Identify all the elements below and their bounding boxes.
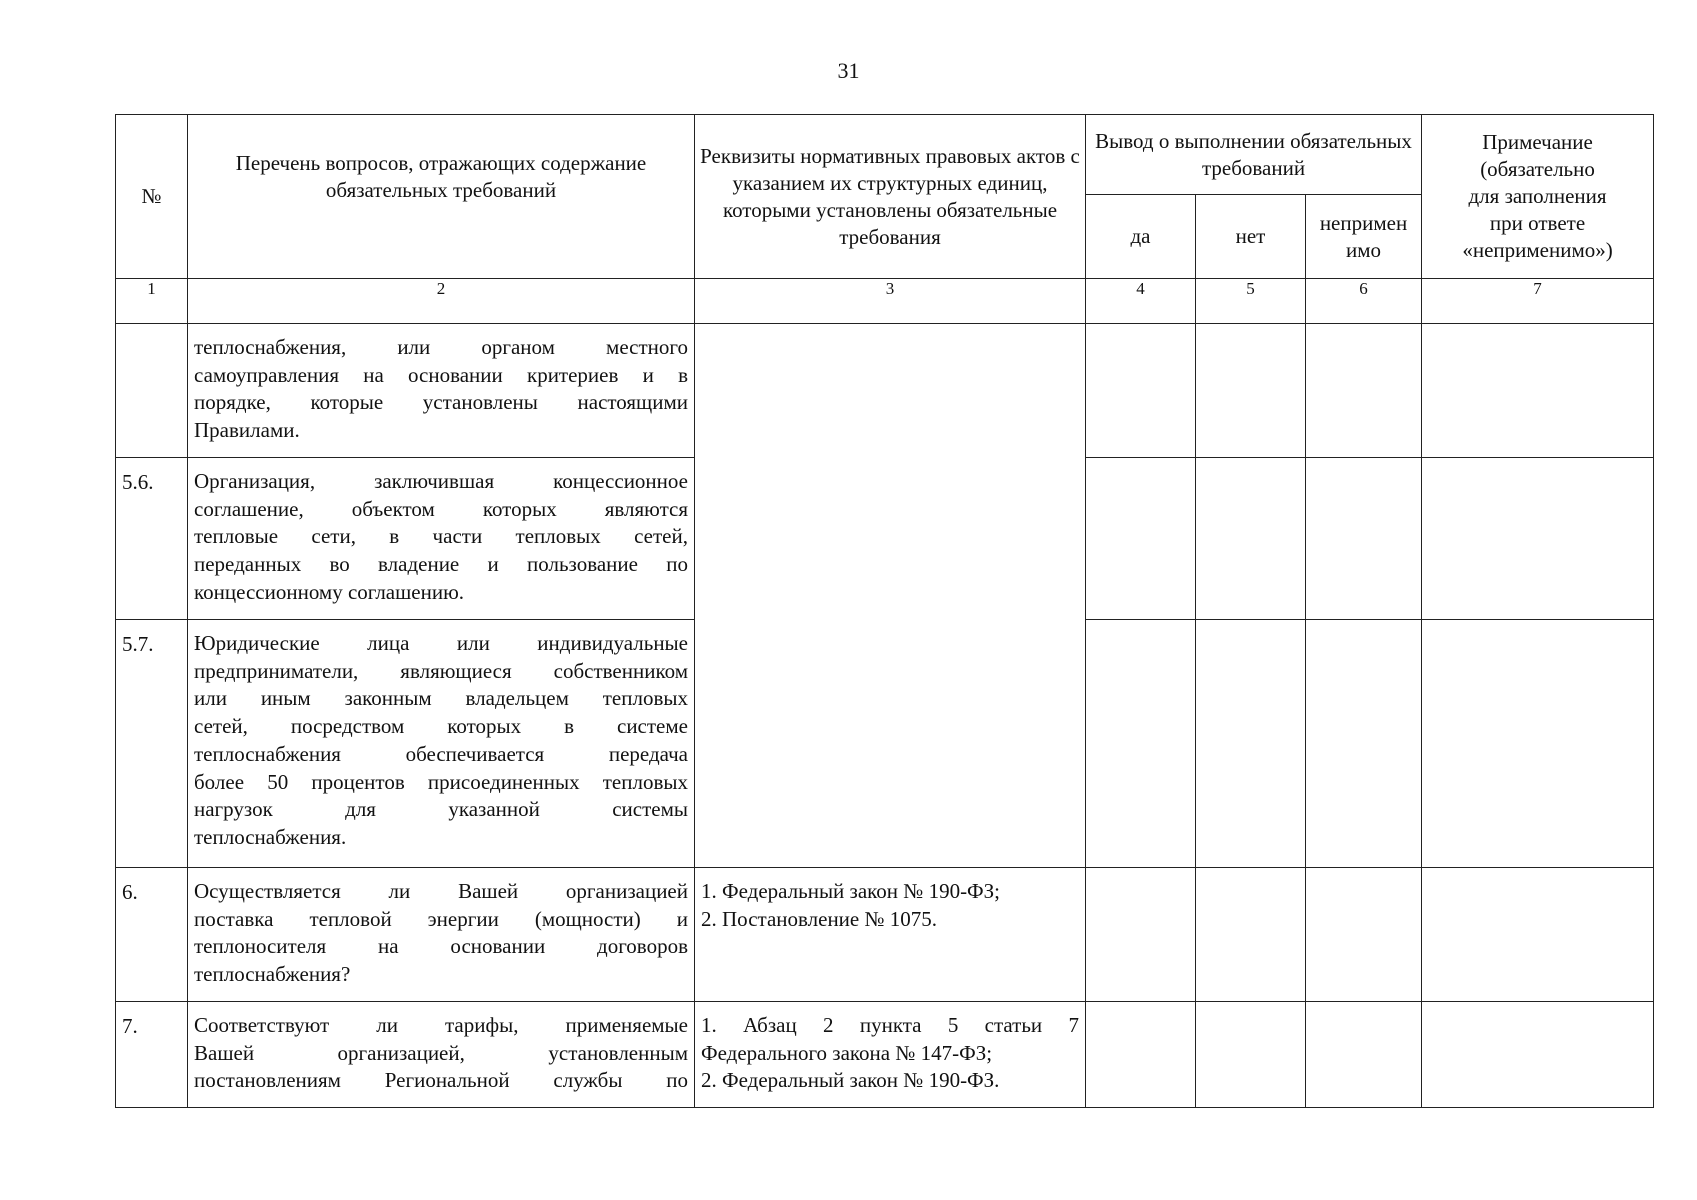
reference-line: 1. Абзац 2 пункта 5 статьи 7 (701, 1013, 1079, 1037)
text-line: Соответствуют ли тарифы, применяемые (194, 1013, 688, 1037)
text-line: самоуправления на основании критериев и в (194, 362, 688, 387)
header-note-line: для заполнения (1468, 184, 1607, 208)
row-requisites-merged (695, 324, 1086, 868)
text-line: нагрузок для указанной системы (194, 797, 688, 822)
answer-no-cell[interactable] (1196, 1002, 1306, 1108)
answer-na-cell[interactable] (1306, 620, 1422, 868)
row-number: 5.7. (116, 620, 188, 868)
answer-no-cell[interactable] (1196, 620, 1306, 868)
text-line: соглашение, объектом которых являются (194, 496, 688, 521)
text-line: порядке, которые установлены настоящими (194, 390, 688, 415)
text-line: Осуществляется ли Вашей организацией (194, 879, 688, 903)
table-row (116, 1002, 1654, 1108)
row-number (116, 324, 188, 458)
note-cell[interactable] (1422, 868, 1654, 1002)
note-cell[interactable] (1422, 458, 1654, 620)
header-note-line: при ответе (1489, 211, 1586, 235)
text-line: предприниматели, являющиеся собственником (194, 658, 688, 683)
column-number: 7 (1422, 279, 1654, 324)
header-not-applicable (1306, 195, 1422, 279)
answer-na-cell[interactable] (1306, 324, 1422, 458)
answer-yes-cell[interactable] (1086, 620, 1196, 868)
column-number: 1 (116, 279, 188, 324)
column-number: 5 (1196, 279, 1306, 324)
answer-na-cell[interactable] (1306, 458, 1422, 620)
header-yes: да (1086, 195, 1196, 279)
row-question (188, 1002, 695, 1108)
row-requisites (695, 868, 1086, 1002)
reference-line: 1. Федеральный закон № 190-ФЗ; (701, 879, 1001, 903)
answer-no-cell[interactable] (1196, 868, 1306, 1002)
reference-line: 2. Федеральный закон № 190-ФЗ. (701, 1068, 1000, 1093)
text-line: Юридические лица или индивидуальные (194, 631, 688, 655)
table-row (116, 324, 1654, 458)
row-question (188, 868, 695, 1002)
column-number: 3 (695, 279, 1086, 324)
column-number: 4 (1086, 279, 1196, 324)
answer-yes-cell[interactable] (1086, 324, 1196, 458)
text-line: теплоснабжения? (194, 962, 351, 987)
row-question (188, 458, 695, 620)
text-line: переданных во владение и пользование по (194, 552, 688, 577)
text-line: теплоснабжения обеспечивается передача (194, 741, 688, 766)
row-number: 5.6. (116, 458, 188, 620)
text-line: концессионному соглашению. (194, 579, 465, 604)
column-number: 6 (1306, 279, 1422, 324)
text-line: или иным законным владельцем тепловых (194, 686, 688, 711)
header-note-line: «неприменимо») (1462, 238, 1613, 262)
row-number: 7. (116, 1002, 188, 1108)
answer-yes-cell[interactable] (1086, 1002, 1196, 1108)
header-requisites: Реквизиты нормативных правовых актов с указанием их структурных единиц, которыми установлены обязательные требования (695, 115, 1086, 279)
header-conclusion: Вывод о выполнении обязательных требований (1086, 115, 1422, 195)
header-questions: Перечень вопросов, отражающих содержание обязательных требований (188, 115, 695, 279)
answer-yes-cell[interactable] (1086, 868, 1196, 1002)
text-line: Вашей организацией, установленным (194, 1040, 688, 1065)
text-line: тепловые сети, в части тепловых сетей, (194, 524, 688, 549)
text-line: сетей, посредством которых в системе (194, 714, 688, 739)
column-number: 2 (188, 279, 695, 324)
text-line: поставка тепловой энергии (мощности) и (194, 906, 688, 931)
header-note (1422, 115, 1654, 279)
header-no-answer: нет (1196, 195, 1306, 279)
header-no: № (116, 115, 188, 279)
row-number: 6. (116, 868, 188, 1002)
answer-yes-cell[interactable] (1086, 458, 1196, 620)
requirements-table (115, 114, 1654, 1108)
text-line: Правилами. (194, 418, 300, 443)
text-line: теплоносителя на основании договоров (194, 934, 688, 959)
note-cell[interactable] (1422, 1002, 1654, 1108)
text-line: более 50 процентов присоединенных тепловых (194, 769, 688, 794)
row-question (188, 324, 695, 458)
column-number-row (116, 279, 1654, 324)
text-line: Организация, заключившая концессионное (194, 469, 688, 493)
row-question (188, 620, 695, 868)
answer-na-cell[interactable] (1306, 868, 1422, 1002)
answer-no-cell[interactable] (1196, 324, 1306, 458)
table-row (116, 868, 1654, 1002)
header-row-1 (116, 115, 1654, 195)
text-line: теплоснабжения, или органом местного (194, 335, 688, 359)
note-cell[interactable] (1422, 620, 1654, 868)
text-line: постановлениям Региональной службы по (194, 1068, 688, 1093)
reference-line: Федерального закона № 147-ФЗ; (701, 1040, 993, 1065)
header-note-line: (обязательно (1480, 157, 1595, 181)
answer-no-cell[interactable] (1196, 458, 1306, 620)
header-na-line: имо (1346, 237, 1382, 262)
row-requisites (695, 1002, 1086, 1108)
header-na-line: непримен (1319, 210, 1408, 235)
header-note-line: Примечание (1482, 130, 1593, 154)
text-line: теплоснабжения. (194, 824, 347, 849)
reference-line: 2. Постановление № 1075. (701, 906, 938, 931)
answer-na-cell[interactable] (1306, 1002, 1422, 1108)
page-number: 31 (837, 58, 860, 83)
note-cell[interactable] (1422, 324, 1654, 458)
